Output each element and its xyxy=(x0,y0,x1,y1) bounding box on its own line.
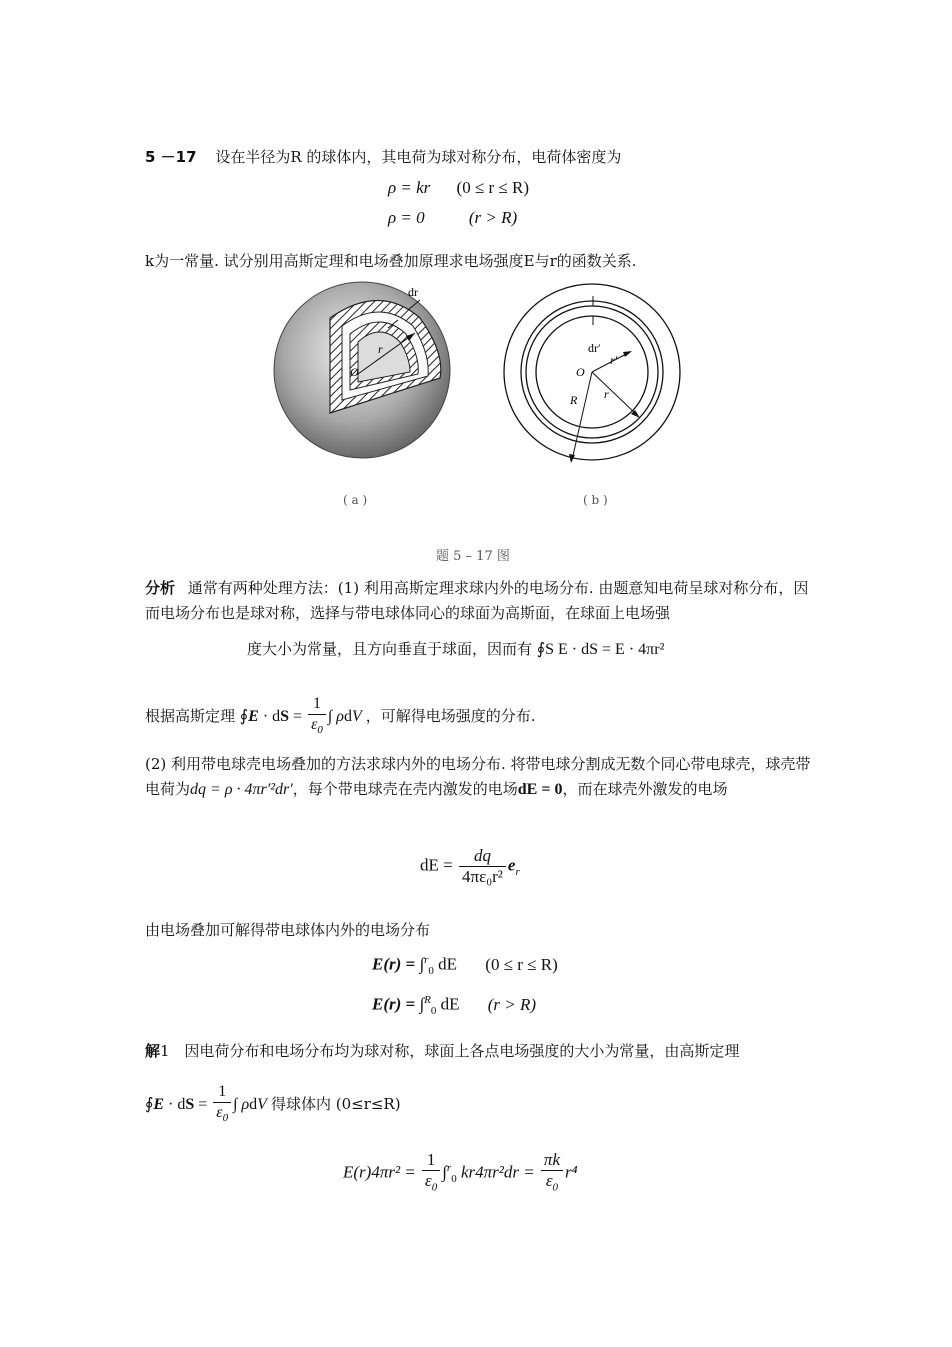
b-label-r: r xyxy=(604,387,609,401)
rho2-range: (r > R) xyxy=(468,208,518,227)
solution-heading: 解 xyxy=(145,1042,161,1060)
dE-equation: dE = $\frac{dq}{\text{4πε₀r²}}$ $e_r$ xyxy=(420,846,520,886)
solution-p1: 因电荷分布和电场分布均为球对称，球面上各点电场强度的大小为常量，由高斯定理 xyxy=(184,1042,740,1060)
figure-b-concentric xyxy=(500,280,686,466)
analysis-p2-prefix: 根据高斯定理 xyxy=(145,706,236,725)
E1-left: E(r) = ∫ xyxy=(372,954,425,974)
final-left: E(r)4πr² = xyxy=(343,1162,416,1182)
E2-right: dE xyxy=(440,994,460,1014)
analysis-gauss-theorem xyxy=(145,694,536,740)
b-label-R: R xyxy=(570,393,578,407)
E1-right: dE xyxy=(438,954,458,974)
final-frac-num: πk xyxy=(541,1150,563,1171)
analysis-p1-line3: 度大小为常量，且方向垂直于球面，因而有 xyxy=(247,640,533,658)
a-label-dr: dr xyxy=(408,285,418,299)
E2-range: (r > R) xyxy=(487,994,537,1014)
b-label-drp: dr′ xyxy=(588,341,601,355)
rho-equation-2 xyxy=(388,208,517,228)
figure-caption: 题 5 – 17 图 xyxy=(436,549,510,564)
analysis-p3c: ，而在球壳外激发的电场 xyxy=(562,780,728,798)
analysis-p3b: ，每个带电球壳在壳内激发的电场 xyxy=(292,780,518,798)
rho1-range: (0 ≤ r ≤ R) xyxy=(456,178,530,197)
analysis-p2-suffix: ，可解得电场强度的分布. xyxy=(365,706,536,725)
E-inside-equation xyxy=(372,954,558,977)
problem-line xyxy=(145,146,621,168)
E1-range: (0 ≤ r ≤ R) xyxy=(485,954,558,974)
rho2: ρ = 0 xyxy=(388,208,425,227)
b-label-rp: r′ xyxy=(610,353,618,367)
E2-left: E(r) = ∫ xyxy=(372,994,425,1014)
analysis-gauss-eq: ∮S E · dS = E · 4πr² xyxy=(536,641,665,658)
analysis-heading: 分析 xyxy=(145,579,176,597)
a-label-O: O xyxy=(350,365,359,379)
solution-number: 1 xyxy=(160,1042,170,1060)
analysis-p1: 通常有两种处理方法：(1) 利用高斯定理求球内外的电场分布. 由题意知电荷呈球对称分布，因而电场分布也是球对称，选择与带电球体同心的球面为高斯面，在球面上电场强 xyxy=(145,579,809,622)
E1-lower: 0 xyxy=(428,965,434,978)
analysis-paragraph-1 xyxy=(145,576,813,626)
solution-gauss-formula: ∮E · dS = $\frac{1}{\varepsilon_0}$ ∫ ρdV xyxy=(145,1083,267,1125)
analysis-paragraph-3 xyxy=(145,752,813,802)
analysis-dE0-eq: dE = 0 xyxy=(517,781,563,798)
dE-num: dq xyxy=(459,846,506,867)
gauss-theorem-formula: ∮E · dS = $\frac{1}{\varepsilon_0}$ ∫ ρdV xyxy=(239,695,362,737)
b-label-O: O xyxy=(576,365,585,379)
final-right: r⁴ xyxy=(564,1162,578,1182)
rho1: ρ = kr xyxy=(388,178,431,197)
problem-question: k为一常量. 试分别用高斯定理和电场叠加原理求电场强度E与r的函数关系. xyxy=(145,252,637,270)
analysis-dq-eq: dq = ρ · 4πr′²dr′ xyxy=(190,781,293,798)
solution-gauss-suffix: 得球体内 (0≤r≤R) xyxy=(270,1094,401,1113)
final-mid: kr4πr²dr = xyxy=(460,1162,535,1182)
dE-right: e xyxy=(507,855,516,875)
figure-b-label: ( b ) xyxy=(583,493,608,507)
figure-a-sphere xyxy=(270,278,460,468)
solution-gauss-line xyxy=(145,1082,401,1128)
figure-a-label: ( a ) xyxy=(343,493,368,507)
solution-final-equation: E(r)4πr² = $\frac{1}{\varepsilon_0}$ ∫$^r_0$ kr4πr²dr = $\frac{\pi k}{\varepsilon_0}$ r⁴ xyxy=(343,1150,578,1194)
dE-left: dE = xyxy=(420,855,453,875)
E1-upper: r xyxy=(424,954,429,966)
E-outside-equation xyxy=(372,994,536,1017)
E2-lower: 0 xyxy=(430,1005,437,1018)
analysis-p4: 由电场叠加可解得带电球体内外的电场分布 xyxy=(145,921,431,939)
E2-upper: R xyxy=(424,994,431,1006)
problem-statement: 设在半径为R 的球体内，其电荷为球对称分布，电荷体密度为 xyxy=(215,148,622,166)
rho-equation-1 xyxy=(388,178,529,198)
analysis-line3 xyxy=(247,638,664,661)
dE-den: 4πε₀r² xyxy=(461,867,503,886)
a-label-r: r xyxy=(378,342,383,356)
problem-number: 5 －17 xyxy=(145,148,197,166)
analysis-p3a: (2) 利用带电球壳电场叠加的方法求球内外的电场分布. 将带电球分割成无数个同心带电球壳，球壳带电荷为 xyxy=(145,755,811,798)
solution-line xyxy=(145,1040,739,1062)
